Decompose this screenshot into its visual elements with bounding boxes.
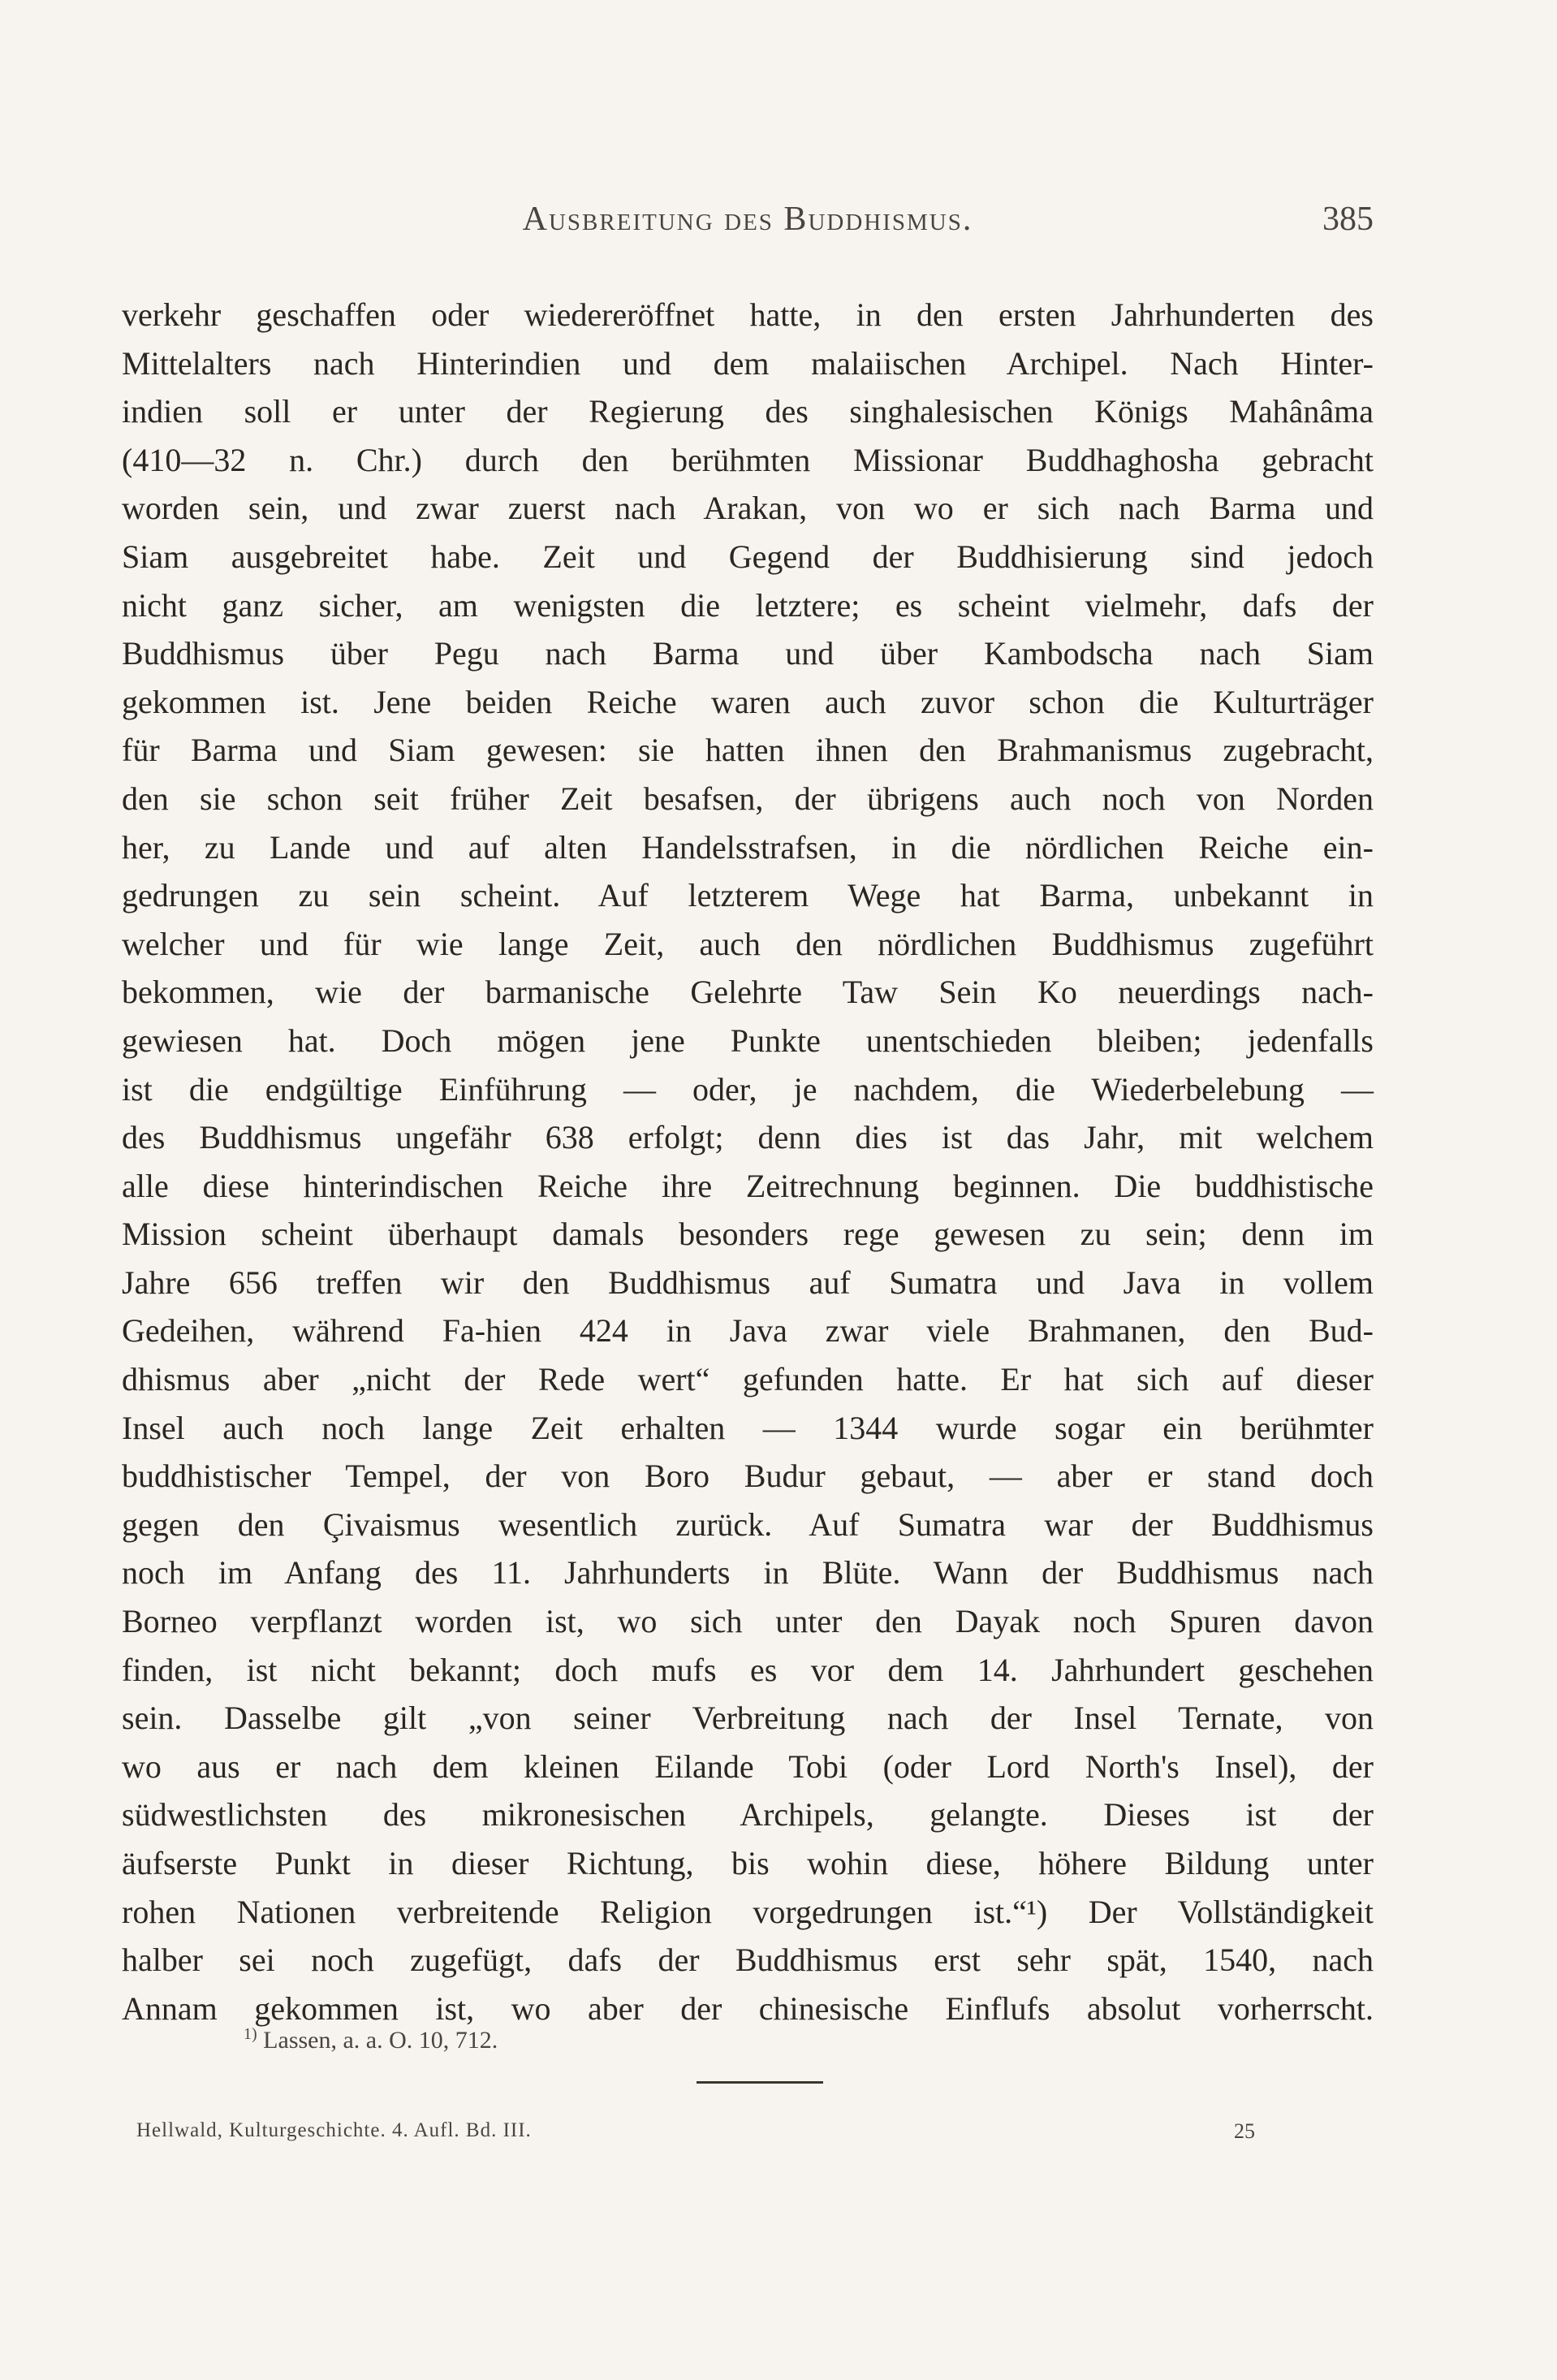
footnote-marker: 1) <box>244 2025 257 2043</box>
text-line: nicht ganz sicher, am wenigsten die letztere; es scheint vielmehr, dafs der <box>122 586 1374 624</box>
text-line: Mittelalters nach Hinterindien und dem malaiischen Archipel. Nach Hinter- <box>122 344 1374 382</box>
text-line: des Buddhismus ungefähr 638 erfolgt; denn dies ist das Jahr, mit welchem <box>122 1119 1374 1156</box>
text-line: äufserste Punkt in dieser Richtung, bis wohin diese, höhere Bildung unter <box>122 1845 1374 1881</box>
running-title: Ausbreitung des Buddhismus. <box>522 201 973 238</box>
footnote <box>244 2025 498 2054</box>
sheet-signature: 25 <box>1234 2119 1255 2143</box>
text-line: bekommen, wie der barmanische Gelehrte Taw Sein Ko neuerdings nach- <box>122 974 1374 1011</box>
text-line: gewiesen hat. Doch mögen jene Punkte unentschieden bleiben; jedenfalls <box>122 1022 1374 1059</box>
text-line: südwestlichsten des mikronesischen Archipels, gelangte. Dieses ist der <box>122 1796 1374 1834</box>
text-line: buddhistischer Tempel, der von Boro Budur gebaut, — aber er stand doch <box>122 1458 1374 1495</box>
imprint-line: Hellwald, Kulturgeschichte. 4. Aufl. Bd. III. <box>136 2119 532 2141</box>
text-line: gegen den Çivaismus wesentlich zurück. Auf Sumatra war der Buddhismus <box>122 1505 1374 1543</box>
running-head <box>122 200 1374 248</box>
text-line: indien soll er unter der Regierung des singhalesischen Königs Mahânâma <box>122 393 1374 430</box>
text-line: (410—32 n. Chr.) durch den berühmten Missionar Buddhaghosha gebracht <box>122 441 1374 478</box>
text-line: Borneo verpflanzt worden ist, wo sich unter den Dayak noch Spuren davon <box>122 1603 1374 1640</box>
text-line: noch im Anfang des 11. Jahrhunderts in Blüte. Wann der Buddhismus nach <box>122 1554 1374 1592</box>
text-line: alle diese hinterindischen Reiche ihre Zeitrechnung beginnen. Die buddhistische <box>122 1167 1374 1204</box>
text-line: verkehr geschaffen oder wiedereröffnet hatte, in den ersten Jahrhunderten des <box>122 296 1374 333</box>
text-line: Jahre 656 treffen wir den Buddhismus auf Sumatra und Java in vollem <box>122 1263 1374 1301</box>
text-line: Buddhismus über Pegu nach Barma und über Kambodscha nach Siam <box>122 635 1374 672</box>
text-line: wo aus er nach dem kleinen Eilande Tobi (oder Lord North's Insel), der <box>122 1747 1374 1785</box>
text-line: welcher und für wie lange Zeit, auch den nördlichen Buddhismus zugeführt <box>122 925 1374 962</box>
text-line: her, zu Lande und auf alten Handelsstrafsen, in die nördlichen Reiche ein- <box>122 828 1374 866</box>
text-line: worden sein, und zwar zuerst nach Arakan, von wo er sich nach Barma und <box>122 490 1374 527</box>
text-line: gekommen ist. Jene beiden Reiche waren auch zuvor schon die Kulturträger <box>122 683 1374 720</box>
page-number: 385 <box>1322 201 1374 238</box>
text-line: für Barma und Siam gewesen: sie hatten ihnen den Brahmanismus zugebracht, <box>122 732 1374 769</box>
text-line: Insel auch noch lange Zeit erhalten — 1344 wurde sogar ein berühmter <box>122 1409 1374 1446</box>
text-line: ist die endgültige Einführung — oder, je nachdem, die Wiederbelebung — <box>122 1070 1374 1108</box>
footnote-text: Lassen, a. a. O. 10, 712. <box>263 2027 498 2054</box>
text-line: Annam gekommen ist, wo aber der chinesische Einflufs absolut vorherrscht. <box>122 1989 1374 2027</box>
text-line: den sie schon seit früher Zeit besafsen, der übrigens auch noch von Norden <box>122 780 1374 817</box>
text-line: rohen Nationen verbreitende Religion vorgedrungen ist.“¹) Der Vollständigkeit <box>122 1893 1374 1930</box>
text-line: gedrungen zu sein scheint. Auf letzterem Wege hat Barma, unbekannt in <box>122 877 1374 914</box>
text-line: sein. Dasselbe gilt „von seiner Verbreitung nach der Insel Ternate, von <box>122 1700 1374 1737</box>
body-text <box>122 291 1374 2032</box>
text-line: Gedeihen, während Fa-hien 424 in Java zwar viele Brahmanen, den Bud- <box>122 1312 1374 1350</box>
text-line: dhismus aber „nicht der Rede wert“ gefunden hatte. Er hat sich auf dieser <box>122 1361 1374 1398</box>
text-line: finden, ist nicht bekannt; doch mufs es vor dem 14. Jahrhundert geschehen <box>122 1651 1374 1688</box>
text-line: Siam ausgebreitet habe. Zeit und Gegend der Buddhisierung sind jedoch <box>122 538 1374 575</box>
footnote-divider <box>697 2081 823 2084</box>
text-line: Mission scheint überhaupt damals besonders rege gewesen zu sein; denn im <box>122 1216 1374 1253</box>
text-line: halber sei noch zugefügt, dafs der Buddhismus erst sehr spät, 1540, nach <box>122 1942 1374 1979</box>
